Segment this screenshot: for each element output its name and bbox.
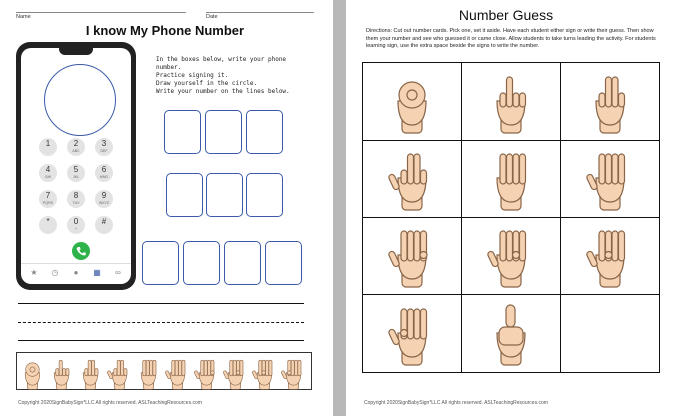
number-card[interactable] bbox=[462, 217, 561, 295]
number-card[interactable] bbox=[462, 295, 561, 373]
star-icon[interactable]: ★ bbox=[30, 268, 38, 277]
keypad-key[interactable] bbox=[95, 138, 113, 156]
key-letters: WXYZ bbox=[98, 201, 110, 205]
phone-tab-bar bbox=[21, 263, 131, 284]
instruction-line: In the boxes below, write your phone number. bbox=[156, 56, 287, 71]
key-letters: PQRS bbox=[43, 201, 53, 205]
hand-sign-6-icon bbox=[388, 221, 438, 289]
hand-sign-5-icon bbox=[586, 144, 636, 212]
keypad-key[interactable] bbox=[67, 138, 85, 156]
voicemail-icon[interactable]: ∞ bbox=[115, 268, 121, 277]
instruction-line: Practice signing it. bbox=[156, 72, 229, 79]
number-card[interactable] bbox=[561, 140, 660, 218]
phone-illustration bbox=[16, 42, 136, 290]
hand-sign-7-icon bbox=[487, 221, 537, 289]
keypad-key[interactable] bbox=[95, 216, 113, 234]
instructions bbox=[156, 56, 306, 95]
phone-notch bbox=[59, 48, 93, 55]
sign-number-strip bbox=[16, 352, 312, 390]
hand-sign-9-icon bbox=[281, 355, 307, 390]
hand-sign-8-icon bbox=[252, 355, 278, 390]
number-box[interactable] bbox=[205, 110, 242, 154]
strip-sign bbox=[165, 355, 191, 387]
hand-sign-8-icon bbox=[586, 221, 636, 289]
keypad-key[interactable] bbox=[67, 190, 85, 208]
date-line bbox=[206, 12, 314, 13]
key-digit: 9 bbox=[101, 191, 107, 200]
number-card-grid bbox=[362, 62, 660, 373]
instruction-line: Write your number on the lines below. bbox=[156, 88, 290, 95]
keypad-key[interactable] bbox=[95, 190, 113, 208]
hand-sign-3-icon bbox=[107, 355, 133, 390]
hand-sign-5-icon bbox=[165, 355, 191, 390]
hand-sign-4-icon bbox=[136, 355, 162, 390]
strip-sign bbox=[281, 355, 307, 387]
strip-sign bbox=[107, 355, 133, 387]
number-box[interactable] bbox=[265, 241, 302, 285]
hand-sign-2-icon bbox=[78, 355, 104, 390]
number-box[interactable] bbox=[166, 173, 203, 217]
key-letters: DEF bbox=[100, 149, 108, 153]
keypad-key[interactable] bbox=[39, 164, 57, 182]
key-letters: MNO bbox=[99, 175, 109, 179]
hand-sign-1-icon bbox=[487, 67, 537, 135]
page-title: I know My Phone Number bbox=[85, 23, 245, 38]
strip-sign bbox=[78, 355, 104, 387]
hand-sign-3-icon bbox=[388, 144, 438, 212]
number-card-empty[interactable] bbox=[561, 295, 660, 373]
key-letters: TUV bbox=[72, 201, 80, 205]
hand-sign-4-icon bbox=[487, 144, 537, 212]
strip-sign bbox=[20, 355, 46, 387]
keypad-key[interactable] bbox=[39, 138, 57, 156]
directions: Directions: Cut out number cards. Pick one, set it aside. Have each student either sign or write their guess. Then show them your number and see who guessed it or came close. Allow students to take turns leading the activity. For students learning sign, use the extra space beside the signs to write the number. bbox=[366, 28, 656, 49]
phone-call-icon bbox=[72, 242, 90, 260]
hand-sign-6-icon bbox=[194, 355, 220, 390]
key-digit: 5 bbox=[73, 165, 79, 174]
person-icon[interactable]: ● bbox=[73, 268, 79, 277]
number-box[interactable] bbox=[206, 173, 243, 217]
strip-sign bbox=[136, 355, 162, 387]
number-card[interactable] bbox=[363, 295, 462, 373]
hand-sign-2-icon bbox=[586, 67, 636, 135]
worksheet-number-guess bbox=[346, 0, 676, 416]
key-letters: GHI bbox=[44, 175, 52, 179]
key-digit: 2 bbox=[73, 139, 79, 148]
key-digit: 3 bbox=[101, 139, 107, 148]
hand-sign-1-icon bbox=[49, 355, 75, 390]
number-box[interactable] bbox=[224, 241, 261, 285]
hand-sign-7-icon bbox=[223, 355, 249, 390]
write-line-dashed[interactable] bbox=[18, 322, 304, 323]
number-card[interactable] bbox=[363, 140, 462, 218]
number-card[interactable] bbox=[363, 63, 462, 141]
self-portrait-circle[interactable] bbox=[44, 64, 116, 136]
hand-sign-0-icon bbox=[388, 67, 438, 135]
hand-sign-0-icon bbox=[20, 355, 46, 390]
copyright: Copyright 2020SignBabySign*LLC All rights reserved. ASLTeachingResources.com bbox=[18, 400, 202, 406]
key-digit: 7 bbox=[45, 191, 51, 200]
number-card[interactable] bbox=[462, 140, 561, 218]
date-label: Date bbox=[206, 14, 218, 20]
number-card[interactable] bbox=[363, 217, 462, 295]
write-line-solid[interactable] bbox=[18, 303, 304, 304]
phone-screen bbox=[21, 48, 131, 284]
number-box[interactable] bbox=[246, 110, 283, 154]
write-line-solid[interactable] bbox=[18, 340, 304, 341]
copyright: Copyright 2020SignBabySign*LLC All rights reserved. ASLTeachingResources.com bbox=[364, 400, 548, 406]
number-card[interactable] bbox=[561, 217, 660, 295]
number-box[interactable] bbox=[246, 173, 283, 217]
page-title: Number Guess bbox=[458, 7, 554, 23]
key-digit: 6 bbox=[101, 165, 107, 174]
call-button[interactable] bbox=[72, 242, 90, 260]
keypad-key[interactable] bbox=[39, 190, 57, 208]
key-letters: + bbox=[74, 227, 78, 231]
strip-sign bbox=[194, 355, 220, 387]
keypad-key[interactable] bbox=[95, 164, 113, 182]
number-box[interactable] bbox=[164, 110, 201, 154]
keypad-icon[interactable]: ▦ bbox=[93, 268, 101, 277]
strip-sign bbox=[49, 355, 75, 387]
keypad-key[interactable] bbox=[39, 216, 57, 234]
keypad-key[interactable] bbox=[67, 164, 85, 182]
key-digit: 0 bbox=[73, 217, 79, 226]
strip-sign bbox=[223, 355, 249, 387]
key-digit: # bbox=[101, 217, 107, 226]
number-box[interactable] bbox=[183, 241, 220, 285]
hand-sign-10-icon bbox=[487, 299, 537, 367]
number-card[interactable] bbox=[561, 63, 660, 141]
instruction-line: Draw yourself in the circle. bbox=[156, 80, 258, 87]
key-digit: 8 bbox=[73, 191, 79, 200]
key-digit: 1 bbox=[45, 139, 51, 148]
name-label: Name bbox=[16, 14, 31, 20]
strip-sign bbox=[252, 355, 278, 387]
key-digit: 4 bbox=[45, 165, 51, 174]
name-line bbox=[16, 12, 186, 13]
key-digit: * bbox=[46, 217, 50, 226]
worksheet-phone-number bbox=[0, 0, 333, 416]
keypad-key[interactable] bbox=[67, 216, 85, 234]
key-letters: JKL bbox=[72, 175, 80, 179]
key-letters: ABC bbox=[72, 149, 80, 153]
hand-sign-9-icon bbox=[388, 299, 438, 367]
clock-icon[interactable]: ◷ bbox=[51, 268, 59, 277]
number-card[interactable] bbox=[462, 63, 561, 141]
number-box[interactable] bbox=[142, 241, 179, 285]
